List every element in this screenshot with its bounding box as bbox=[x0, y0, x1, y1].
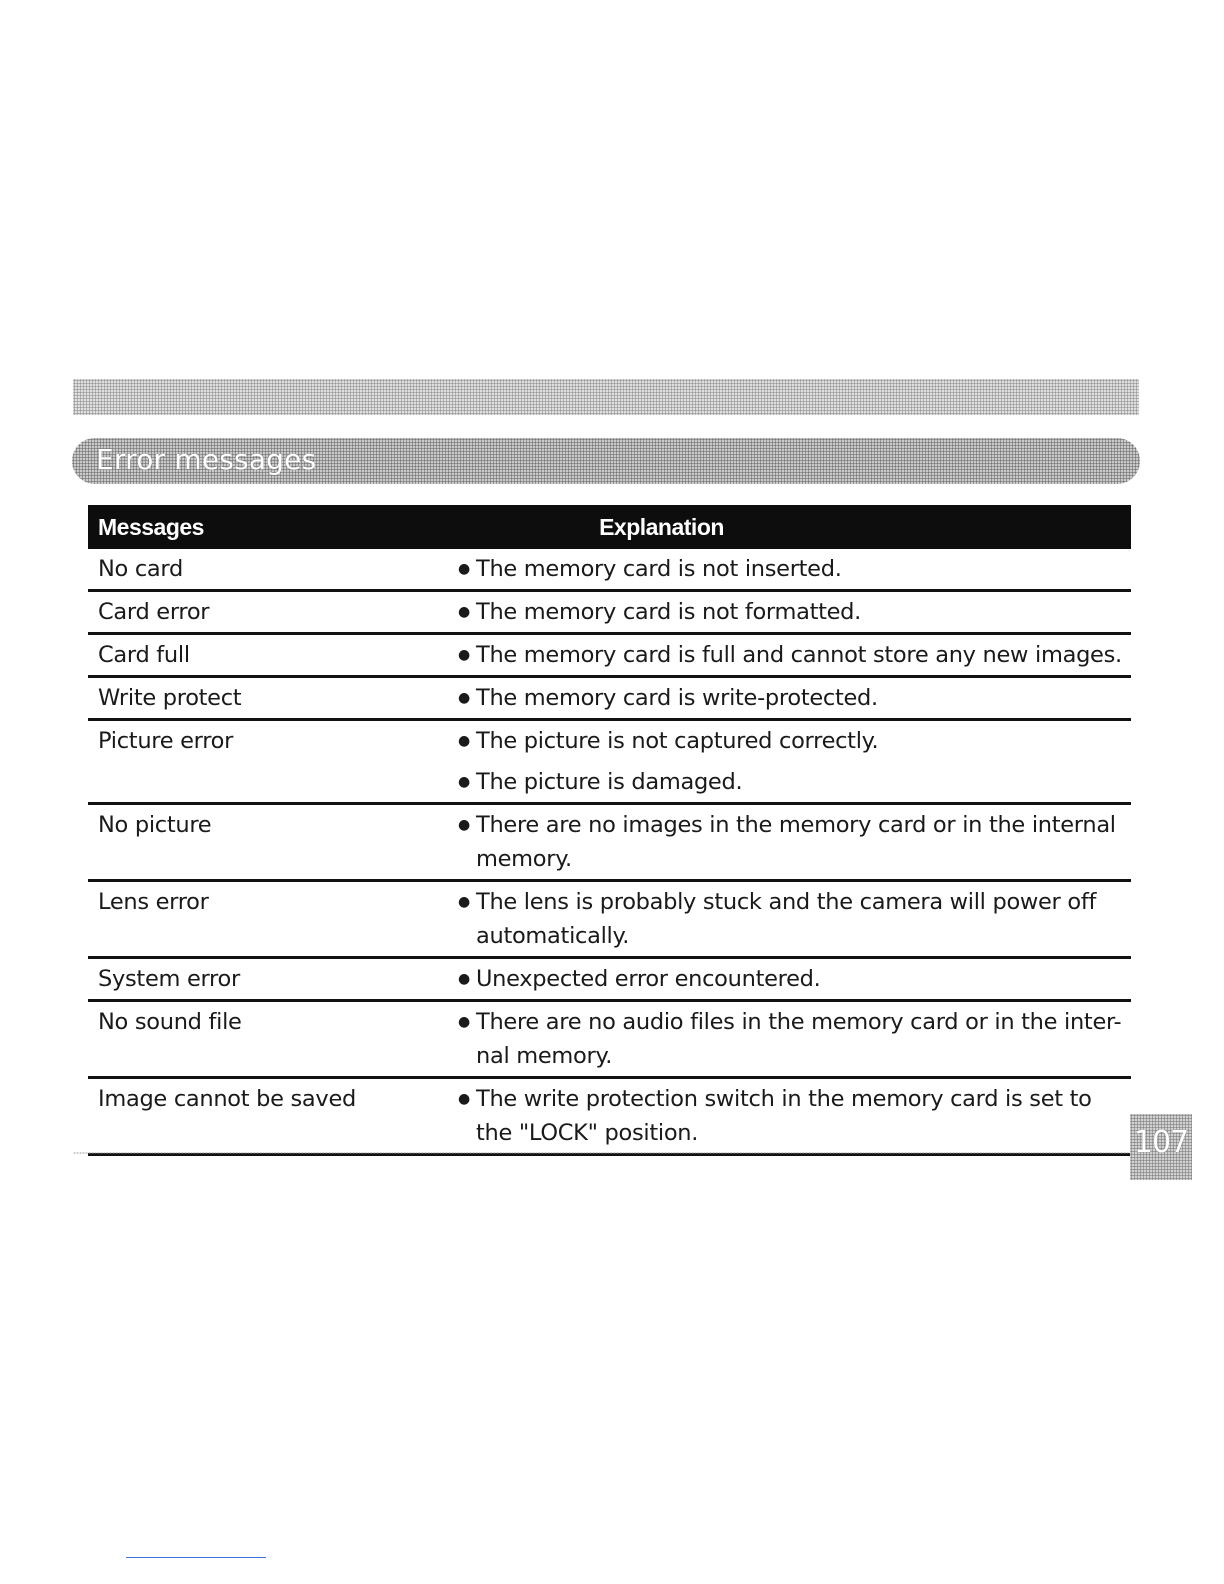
footer-divider bbox=[73, 1152, 1131, 1154]
explanation-cell bbox=[442, 634, 1131, 677]
table-row bbox=[88, 549, 1131, 591]
message-cell: System error bbox=[98, 966, 240, 992]
explanation-cell bbox=[442, 549, 1131, 591]
bullet-icon: ● bbox=[458, 1091, 470, 1107]
explanation-cell bbox=[442, 677, 1131, 720]
message-cell: No card bbox=[98, 556, 183, 582]
table-body bbox=[88, 549, 1131, 1155]
bullet-icon: ● bbox=[458, 774, 470, 790]
explanation-cell bbox=[442, 958, 1131, 1001]
bullet-icon: ● bbox=[458, 1014, 470, 1030]
explanation-cell bbox=[442, 1001, 1131, 1078]
bullet-icon: ● bbox=[458, 971, 470, 987]
table-row bbox=[88, 677, 1131, 720]
message-cell: No picture bbox=[98, 812, 212, 838]
footnote-rule bbox=[126, 1557, 266, 1558]
message-cell: Lens error bbox=[98, 889, 209, 915]
explanation-item: ● The picture is damaged. bbox=[452, 765, 1131, 799]
table-row bbox=[88, 634, 1131, 677]
header-band bbox=[73, 379, 1139, 415]
table-row bbox=[88, 1078, 1131, 1155]
message-cell: Card full bbox=[98, 642, 190, 668]
page-number: 107 bbox=[1133, 1125, 1189, 1160]
table-header-row bbox=[88, 505, 1131, 549]
column-header-messages: Messages bbox=[88, 505, 442, 549]
bullet-icon: ● bbox=[458, 817, 470, 833]
explanation-item: ● The write protection switch in the memory card is set to the "LOCK" position. bbox=[452, 1082, 1131, 1150]
explanation-item: ● The memory card is not inserted. bbox=[452, 552, 1131, 586]
explanation-item: ● Unexpected error encountered. bbox=[452, 962, 1131, 996]
explanation-cell bbox=[442, 804, 1131, 881]
section-title-bar bbox=[72, 438, 1140, 484]
message-cell: Write protect bbox=[98, 685, 242, 711]
bullet-icon: ● bbox=[458, 647, 470, 663]
table-row bbox=[88, 881, 1131, 958]
explanation-cell bbox=[442, 720, 1131, 804]
explanation-item: ● The memory card is not formatted. bbox=[452, 595, 1131, 629]
table-row bbox=[88, 720, 1131, 804]
explanation-cell bbox=[442, 881, 1131, 958]
bullet-icon: ● bbox=[458, 690, 470, 706]
bullet-icon: ● bbox=[458, 561, 470, 577]
explanation-item: ● There are no audio files in the memory card or in the inter-nal memory. bbox=[452, 1005, 1131, 1073]
table-row bbox=[88, 804, 1131, 881]
table-row bbox=[88, 958, 1131, 1001]
bullet-icon: ● bbox=[458, 604, 470, 620]
explanation-item: ● There are no images in the memory card or in the internal memory. bbox=[452, 808, 1131, 876]
bullet-icon: ● bbox=[458, 733, 470, 749]
explanation-item: ● The picture is not captured correctly. bbox=[452, 724, 1131, 758]
table-row bbox=[88, 591, 1131, 634]
column-header-explanation: Explanation bbox=[442, 505, 1131, 549]
message-cell: Card error bbox=[98, 599, 210, 625]
explanation-cell bbox=[442, 591, 1131, 634]
section-title: Error messages bbox=[96, 443, 317, 476]
page-number-tab bbox=[1130, 1114, 1192, 1180]
explanation-item: ● The memory card is full and cannot store any new images. bbox=[452, 638, 1131, 672]
explanation-cell bbox=[442, 1078, 1131, 1155]
message-cell: Image cannot be saved bbox=[98, 1086, 356, 1112]
bullet-icon: ● bbox=[458, 894, 470, 910]
message-cell: No sound file bbox=[98, 1009, 242, 1035]
error-messages-table bbox=[88, 505, 1131, 1156]
explanation-item: ● The lens is probably stuck and the camera will power off automatically. bbox=[452, 885, 1131, 953]
table-row bbox=[88, 1001, 1131, 1078]
message-cell: Picture error bbox=[98, 728, 234, 754]
explanation-item: ● The memory card is write-protected. bbox=[452, 681, 1131, 715]
